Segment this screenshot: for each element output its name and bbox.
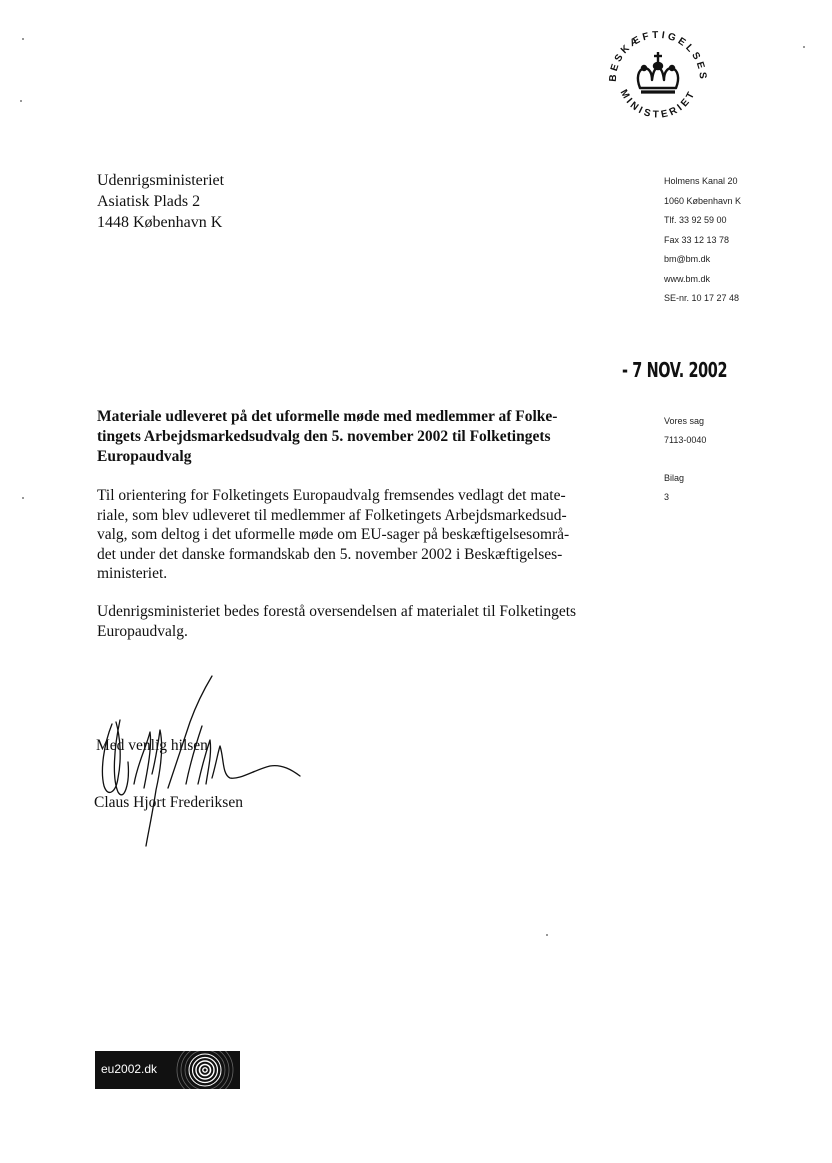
ministry-seal-graphic: [596, 14, 720, 138]
emblem-text-top: BESKÆFTIGELSES: [607, 29, 709, 83]
scan-speck: [22, 497, 24, 499]
emblem-text-bottom: MINISTERIET: [617, 87, 699, 121]
body-paragraph-2: [97, 602, 637, 641]
scan-speck: [546, 934, 548, 936]
body-paragraph-1: [97, 486, 637, 584]
eu2002-rings-icon: [169, 1051, 240, 1089]
sender-email: bm@bm.dk: [664, 254, 711, 264]
paragraph-line: Til orientering for Folketingets Europaudvalg fremsendes vedlagt det mate-: [97, 487, 566, 504]
sender-street: Holmens Kanal 20: [664, 176, 738, 186]
sender-website: www.bm.dk: [664, 273, 711, 284]
scan-speck: [803, 46, 805, 48]
scan-speck: [20, 100, 22, 102]
paragraph-line: Europaudvalg.: [97, 622, 188, 640]
subject-line: Europaudvalg: [97, 448, 192, 465]
ministry-emblem: [596, 14, 720, 138]
paragraph-line: riale, som blev udleveret til medlemmer af Folketingets Arbejdsmarkedsud-: [97, 506, 567, 524]
paragraph-line: valg, som deltog i det uformelle møde om EU-sager på beskæftigelsesområ-: [97, 526, 570, 543]
handwritten-signature: [90, 666, 310, 851]
recipient-line: Asiatisk Plads 2: [97, 193, 201, 210]
paragraph-line: det under det danske formandskab den 5. november 2002 i Beskæftigelses-: [97, 545, 563, 563]
attachment-label: Bilag: [664, 473, 685, 483]
attachment-value: 3: [664, 492, 670, 502]
subject-line: tingets Arbejdsmarkedsudvalg den 5. november 2002 til Folketingets: [97, 428, 551, 445]
recipient-line: 1448 København K: [97, 214, 223, 231]
date-stamp: - 7 NOV. 2002: [622, 358, 728, 382]
case-reference-value: 7113-0040: [664, 435, 707, 445]
subject-line: Materiale udleveret på det uformelle møde med medlemmer af Folke-: [97, 408, 558, 425]
closing-salutation: Med venlig hilsen: [96, 737, 208, 754]
scan-speck: [22, 38, 24, 40]
recipient-address: [97, 170, 224, 233]
paragraph-line: ministeriet.: [97, 565, 168, 582]
eu2002-logo: [95, 1051, 240, 1089]
paragraph-line: Udenrigsministeriet bedes forestå oversendelsen af materialet til Folketingets: [97, 603, 577, 620]
crown-icon: [638, 52, 678, 92]
sender-contact-block: [664, 172, 741, 309]
sender-fax: Fax 33 12 13 78: [664, 234, 730, 245]
recipient-line: Udenrigsministeriet: [97, 172, 225, 189]
sender-city: 1060 København K: [664, 195, 742, 206]
sender-phone: Tlf. 33 92 59 00: [664, 215, 727, 225]
eu2002-logo-text: eu2002.dk: [101, 1062, 158, 1076]
case-info: [664, 412, 706, 507]
letter-subject: [97, 407, 617, 467]
case-reference-label: Vores sag: [664, 416, 705, 426]
signer-name: Claus Hjort Frederiksen: [94, 794, 243, 811]
sender-se-number: SE-nr. 10 17 27 48: [664, 293, 740, 303]
